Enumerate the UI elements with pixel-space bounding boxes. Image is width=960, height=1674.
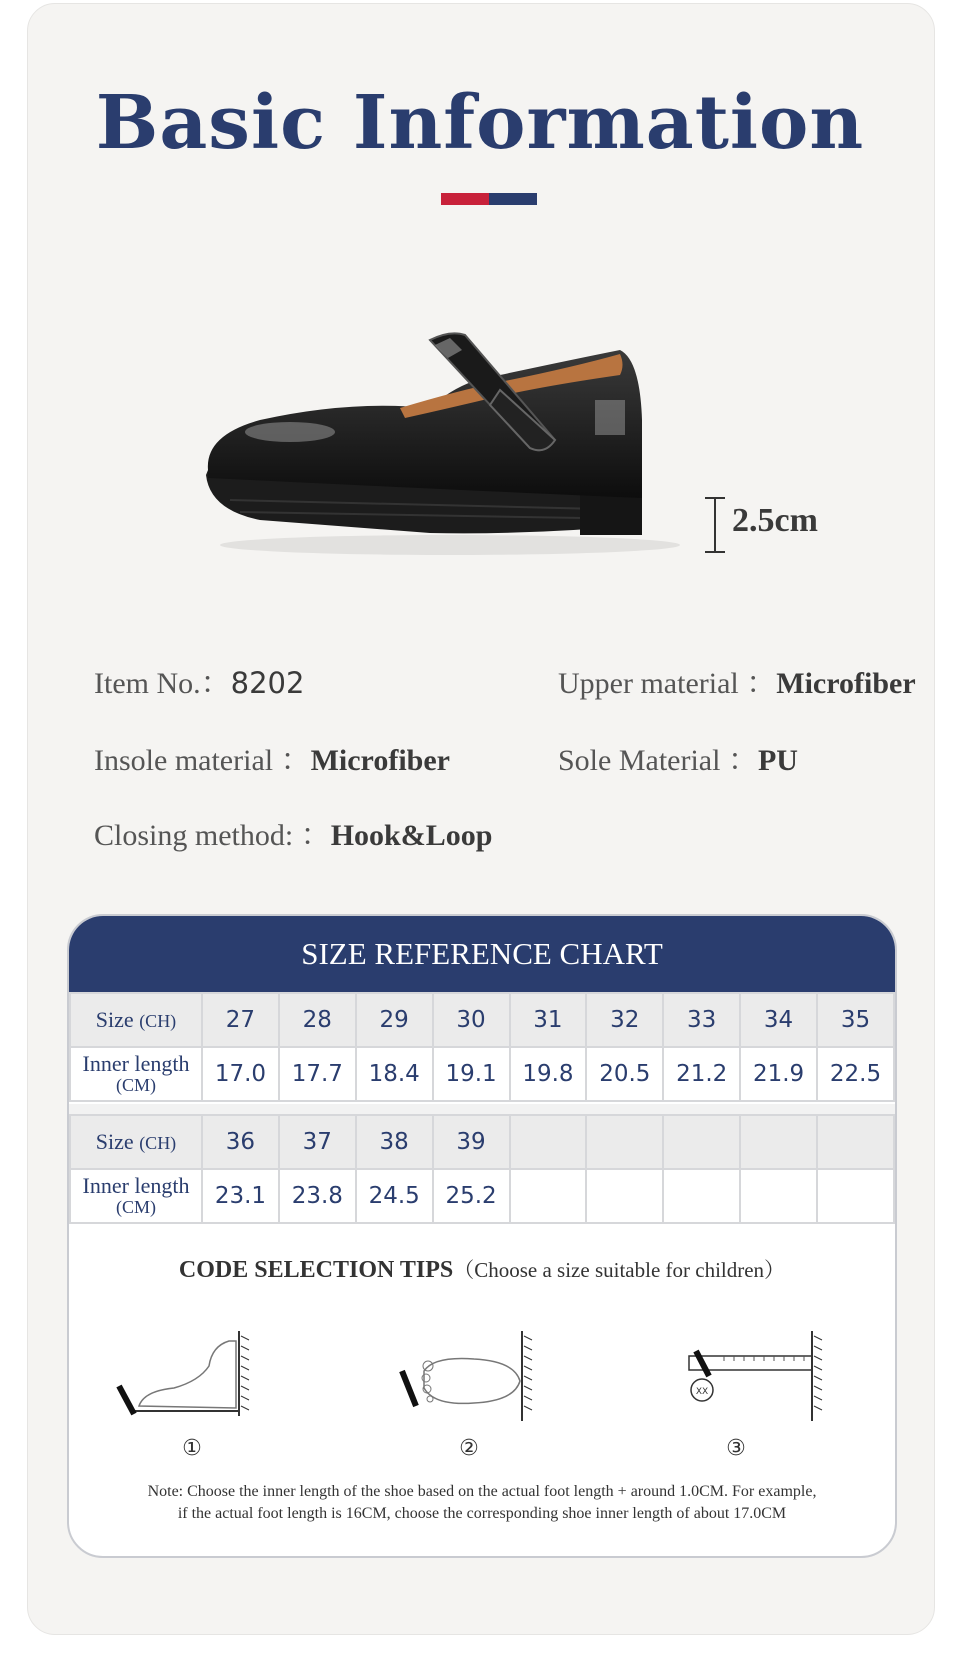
size-cell: 37: [279, 1115, 356, 1169]
step-1-label: ①: [182, 1436, 202, 1461]
size-table-1: [69, 992, 895, 1102]
length-cell: 23.8: [279, 1169, 356, 1223]
length-cell: 22.5: [817, 1047, 894, 1101]
size-cell: 31: [510, 993, 587, 1047]
size-chart-title: SIZE REFERENCE CHART: [69, 916, 895, 992]
shoe-image: [200, 320, 710, 570]
note-line-2: if the actual foot length is 16CM, choose the corresponding shoe inner length of about 17.0CM: [177, 1505, 787, 1522]
size-cell: 27: [202, 993, 279, 1047]
size-cell: [740, 1115, 817, 1169]
length-cell: 19.1: [433, 1047, 510, 1101]
inner-length-label-cell: [70, 1169, 202, 1223]
length-cell: 19.8: [510, 1047, 587, 1101]
ruler-mark-label: XX: [695, 1387, 709, 1397]
size-row: [70, 993, 894, 1047]
upper-material-value: Microfiber: [776, 667, 916, 700]
size-label-cell: [70, 1115, 202, 1169]
length-cell: [663, 1169, 740, 1223]
tips-subtitle: （Choose a size suitable for children）: [453, 1258, 786, 1282]
heel-height-bracket-icon: [700, 496, 730, 554]
size-cell: 29: [356, 993, 433, 1047]
size-cell: 36: [202, 1115, 279, 1169]
inner-length-row: [70, 1169, 894, 1223]
size-label-cell: [70, 993, 202, 1047]
sole-material-value: PU: [757, 744, 798, 777]
size-cell: [586, 1115, 663, 1169]
sole-material-label: Sole Material ：: [558, 744, 758, 777]
length-cell: 21.9: [740, 1047, 817, 1101]
upper-material-label: Upper material ：: [558, 667, 777, 700]
length-cell: 25.2: [433, 1169, 510, 1223]
table-gap: [69, 1104, 895, 1114]
inner-length-unit: (CM): [116, 1196, 156, 1217]
insole-material-value: Microfiber: [310, 744, 450, 777]
length-cell: 23.1: [202, 1169, 279, 1223]
item-no-value: 8202: [230, 666, 305, 700]
size-row: [70, 1115, 894, 1169]
tips-title: [69, 1254, 895, 1284]
size-cell: 33: [663, 993, 740, 1047]
tips-heading: CODE SELECTION TIPS: [178, 1257, 454, 1283]
closing-method-value: Hook&Loop: [330, 819, 493, 852]
length-cell: [817, 1169, 894, 1223]
size-unit: (CH): [139, 1132, 177, 1153]
size-cell: 34: [740, 993, 817, 1047]
length-cell: 24.5: [356, 1169, 433, 1223]
length-cell: [586, 1169, 663, 1223]
heel-height-label: 2.5cm: [732, 502, 818, 539]
inner-length-label-cell: [70, 1047, 202, 1101]
length-cell: [510, 1169, 587, 1223]
page-title: Basic Information: [95, 80, 865, 166]
size-label: Size: [95, 1006, 134, 1032]
closing-method: [94, 810, 492, 854]
size-note: [99, 1481, 865, 1525]
upper-material: [558, 658, 916, 702]
length-cell: 18.4: [356, 1047, 433, 1101]
size-table-2: [69, 1114, 895, 1224]
foot-top-measure-icon: [394, 1326, 564, 1436]
size-cell: 28: [279, 993, 356, 1047]
sole-material: [558, 735, 798, 779]
insole-material: [94, 735, 450, 779]
foot-side-measure-icon: [114, 1326, 284, 1436]
size-cell: [817, 1115, 894, 1169]
length-cell: [740, 1169, 817, 1223]
length-cell: 20.5: [586, 1047, 663, 1101]
size-cell: 38: [356, 1115, 433, 1169]
size-reference-chart: [67, 914, 897, 1558]
inner-length-label: Inner length: [82, 1050, 190, 1076]
step-3-label: ③: [726, 1436, 746, 1461]
accent-bar-red: [441, 193, 489, 205]
size-cell: [663, 1115, 740, 1169]
accent-bar-blue: [489, 193, 537, 205]
inner-length-unit: (CM): [116, 1074, 156, 1095]
item-no-label: Item No.：: [94, 667, 231, 700]
size-cell: 30: [433, 993, 510, 1047]
size-label: Size: [95, 1128, 134, 1154]
length-cell: 21.2: [663, 1047, 740, 1101]
length-cell: 17.7: [279, 1047, 356, 1101]
ruler-measure-icon: [664, 1326, 834, 1436]
note-line-1: Note: Choose the inner length of the shoe based on the actual foot length + around 1.0CM. For example,: [147, 1483, 817, 1500]
inner-length-row: [70, 1047, 894, 1101]
step-2-label: ②: [459, 1436, 479, 1461]
inner-length-label: Inner length: [82, 1172, 190, 1198]
size-cell: [510, 1115, 587, 1169]
size-unit: (CH): [139, 1010, 177, 1031]
size-cell: 39: [433, 1115, 510, 1169]
closing-method-label: Closing method: ：: [94, 819, 331, 852]
insole-material-label: Insole material ：: [94, 744, 311, 777]
size-cell: 32: [586, 993, 663, 1047]
size-cell: 35: [817, 993, 894, 1047]
title-accent-bars: [441, 193, 537, 205]
item-no: [94, 658, 304, 702]
length-cell: 17.0: [202, 1047, 279, 1101]
